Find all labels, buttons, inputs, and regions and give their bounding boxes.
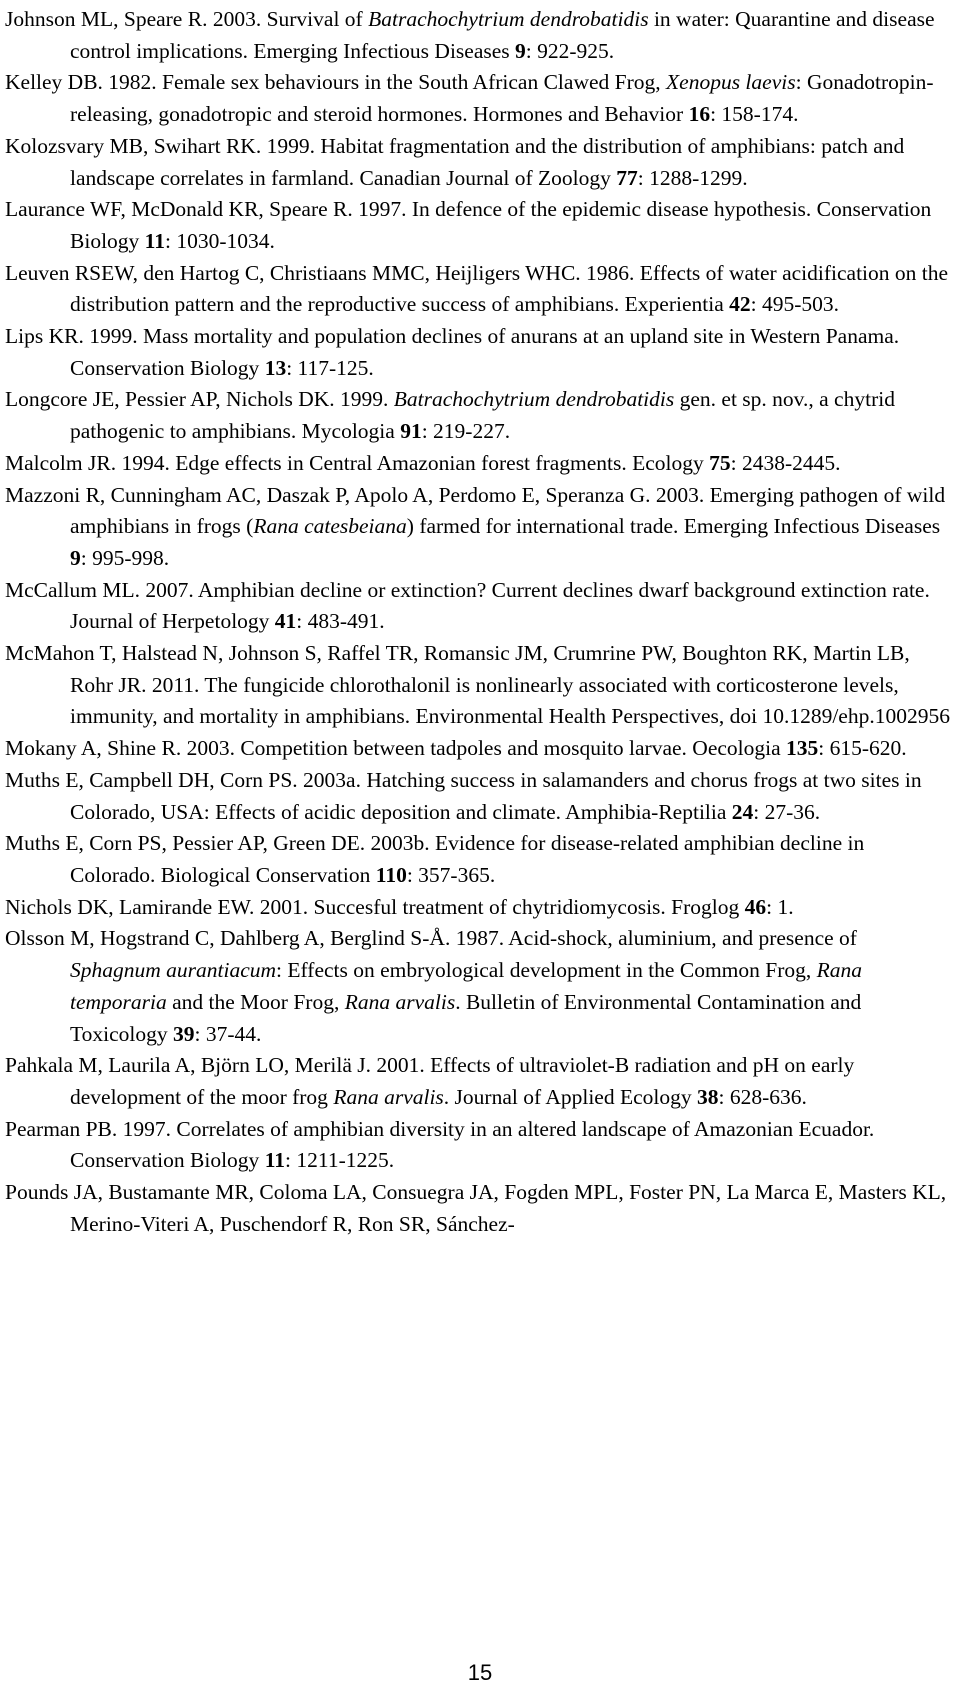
reference-text: Pounds JA, Bustamante MR, Coloma LA, Consuegra JA, Fogden MPL, Foster PN, La Marca E, Masters KL, Merino-Viteri A, Puschendorf R, Ron SR, Sánchez- [5, 1180, 947, 1236]
reference-text: . Journal of Applied Ecology [443, 1084, 697, 1109]
reference-text: McMahon T, Halstead N, Johnson S, Raffel TR, Romansic JM, Crumrine PW, Boughton RK, Martin LB, Rohr JR. 2011. The fungicide chlorothalonil is nonlinearly associated with corticosterone levels, immunity, and mortality in amphibians. Environmental Health Perspectives, doi 10.1289/ehp.1002956 [5, 641, 950, 729]
volume-number: 24 [731, 799, 754, 824]
volume-number: 16 [688, 102, 711, 127]
reference-text: : Gonadotropin-releasing, gonadotropic and steroid hormones. Hormones and Behavior [70, 70, 934, 127]
species-name: Rana catesbeiana [253, 514, 407, 539]
volume-number: 46 [744, 894, 767, 919]
volume-number: 39 [173, 1021, 195, 1046]
reference-text: Leuven RSEW, den Hartog C, Christiaans MMC, Heijligers WHC. 1986. Effects of water acidification on the distribution pattern and the reproductive success of amphibians. Experientia [5, 260, 949, 317]
reference-text: : 117-125. [286, 355, 374, 380]
species-name: Sphagnum aurantiacum [70, 958, 277, 983]
volume-number: 135 [786, 736, 819, 761]
volume-number: 9 [515, 38, 526, 63]
reference-text: McCallum ML. 2007. Amphibian decline or extinction? Current declines dwarf background extinction rate. Journal of Herpetology [5, 577, 930, 634]
species-name: Batrachochytrium dendrobatidis [393, 387, 675, 412]
reference-text: ) farmed for international trade. Emerging Infectious Diseases [406, 514, 941, 539]
reference-text: Laurance WF, McDonald KR, Speare R. 1997. In defence of the epidemic disease hypothesis. Conservation Biology [5, 197, 932, 253]
reference-entry [5, 384, 950, 447]
reference-entry [5, 765, 950, 828]
reference-text: : Effects on embryological development in the Common Frog, [276, 958, 817, 983]
reference-text: : 995-998. [80, 545, 170, 570]
volume-number: 77 [616, 165, 638, 190]
volume-number: 13 [264, 355, 287, 380]
reference-entry [5, 67, 950, 130]
reference-text: : 2438-2445. [730, 450, 841, 475]
reference-text: : 1. [766, 894, 794, 919]
reference-text: : 495-503. [750, 292, 840, 317]
reference-entry [5, 321, 950, 384]
species-name: Batrachochytrium dendrobatidis [368, 7, 649, 31]
reference-entry [5, 448, 950, 480]
reference-text: : 483-491. [296, 609, 385, 634]
reference-text: Olsson M, Hogstrand C, Dahlberg A, Berglind S-Å. 1987. Acid-shock, aluminium, and presence of [5, 926, 857, 951]
reference-text: : 27-36. [753, 799, 821, 824]
species-name: Xenopus laevis [666, 70, 796, 95]
reference-entry [5, 4, 950, 67]
reference-text: Mokany A, Shine R. 2003. Competition between tadpoles and mosquito larvae. Oecologia [5, 736, 787, 761]
reference-text: Muths E, Campbell DH, Corn PS. 2003a. Hatching success in salamanders and chorus frogs at two sites in Colorado, USA: Effects of acidic deposition and climate. Amphibia-Reptilia [5, 767, 922, 824]
volume-number: 41 [274, 609, 297, 634]
species-name: Rana temporaria [70, 958, 863, 1014]
reference-text: Kelley DB. 1982. Female sex behaviours in the South African Clawed Frog, [5, 70, 667, 95]
reference-text: : 922-925. [525, 38, 615, 63]
volume-number: 91 [400, 419, 422, 444]
reference-text: : 1030-1034. [165, 228, 275, 253]
reference-entry [5, 1050, 950, 1113]
volume-number: 38 [696, 1084, 719, 1109]
reference-text: Pahkala M, Laurila A, Björn LO, Merilä J. 2001. Effects of ultraviolet-B radiation and pH on early development of the moor frog [5, 1053, 855, 1109]
reference-text: : 615-620. [818, 736, 907, 761]
reference-entry [5, 828, 950, 891]
reference-entry [5, 194, 950, 257]
reference-entry [5, 892, 950, 924]
volume-number: 11 [144, 228, 165, 253]
reference-entry [5, 923, 950, 1050]
reference-text: : 37-44. [194, 1021, 262, 1046]
reference-text: Malcolm JR. 1994. Edge effects in Central Amazonian forest fragments. Ecology [5, 450, 710, 475]
reference-entry [5, 131, 950, 194]
reference-text: gen. et sp. nov., a chytrid pathogenic to amphibians. Mycologia [70, 387, 895, 444]
reference-text: Longcore JE, Pessier AP, Nichols DK. 1999. [5, 387, 394, 412]
reference-text: Mazzoni R, Cunningham AC, Daszak P, Apolo A, Perdomo E, Speranza G. 2003. Emerging pathogen of wild amphibians in frogs ( [5, 482, 946, 539]
reference-text: Muths E, Corn PS, Pessier AP, Green DE. 2003b. Evidence for disease-related amphibian decline in Colorado. Biological Conservation [5, 831, 865, 887]
volume-number: 11 [264, 1148, 286, 1173]
volume-number: 110 [375, 862, 407, 887]
reference-text: Lips KR. 1999. Mass mortality and population declines of anurans at an upland site in Western Panama. Conservation Biology [5, 324, 900, 380]
reference-entry [5, 1114, 950, 1177]
reference-text: : 357-365. [406, 862, 496, 887]
reference-text: Pearman PB. 1997. Correlates of amphibian diversity in an altered landscape of Amazonian Ecuador. Conservation Biology [5, 1116, 875, 1173]
reference-text: . Bulletin of Environmental Contamination and Toxicology [70, 989, 862, 1046]
reference-text: : 628-636. [718, 1084, 807, 1109]
reference-text: Johnson ML, Speare R. 2003. Survival of [5, 7, 369, 31]
reference-entry [5, 1177, 950, 1240]
reference-text: and the Moor Frog, [166, 989, 345, 1014]
reference-entry [5, 733, 950, 765]
reference-text: in water: Quarantine and disease control implications. Emerging Infectious Diseases [70, 7, 935, 63]
species-name: Rana arvalis [333, 1084, 444, 1109]
reference-text: Kolozsvary MB, Swihart RK. 1999. Habitat fragmentation and the distribution of amphibians: patch and landscape correlates in farmland. Canadian Journal of Zoology [5, 133, 905, 190]
page-number: 15 [467, 1660, 493, 1685]
reference-text: : 219-227. [421, 419, 511, 444]
reference-list [5, 4, 950, 1240]
reference-text: : 1288-1299. [637, 165, 748, 190]
reference-text: Nichols DK, Lamirande EW. 2001. Succesful treatment of chytridiomycosis. Froglog [5, 894, 745, 919]
volume-number: 75 [709, 450, 731, 475]
reference-entry [5, 638, 950, 733]
reference-entry [5, 258, 950, 321]
reference-entry [5, 575, 950, 638]
volume-number: 9 [70, 545, 81, 570]
volume-number: 42 [729, 292, 751, 317]
species-name: Rana arvalis [344, 989, 456, 1014]
reference-text: : 158-174. [710, 102, 799, 127]
reference-text: : 1211-1225. [285, 1148, 395, 1173]
reference-entry [5, 480, 950, 575]
